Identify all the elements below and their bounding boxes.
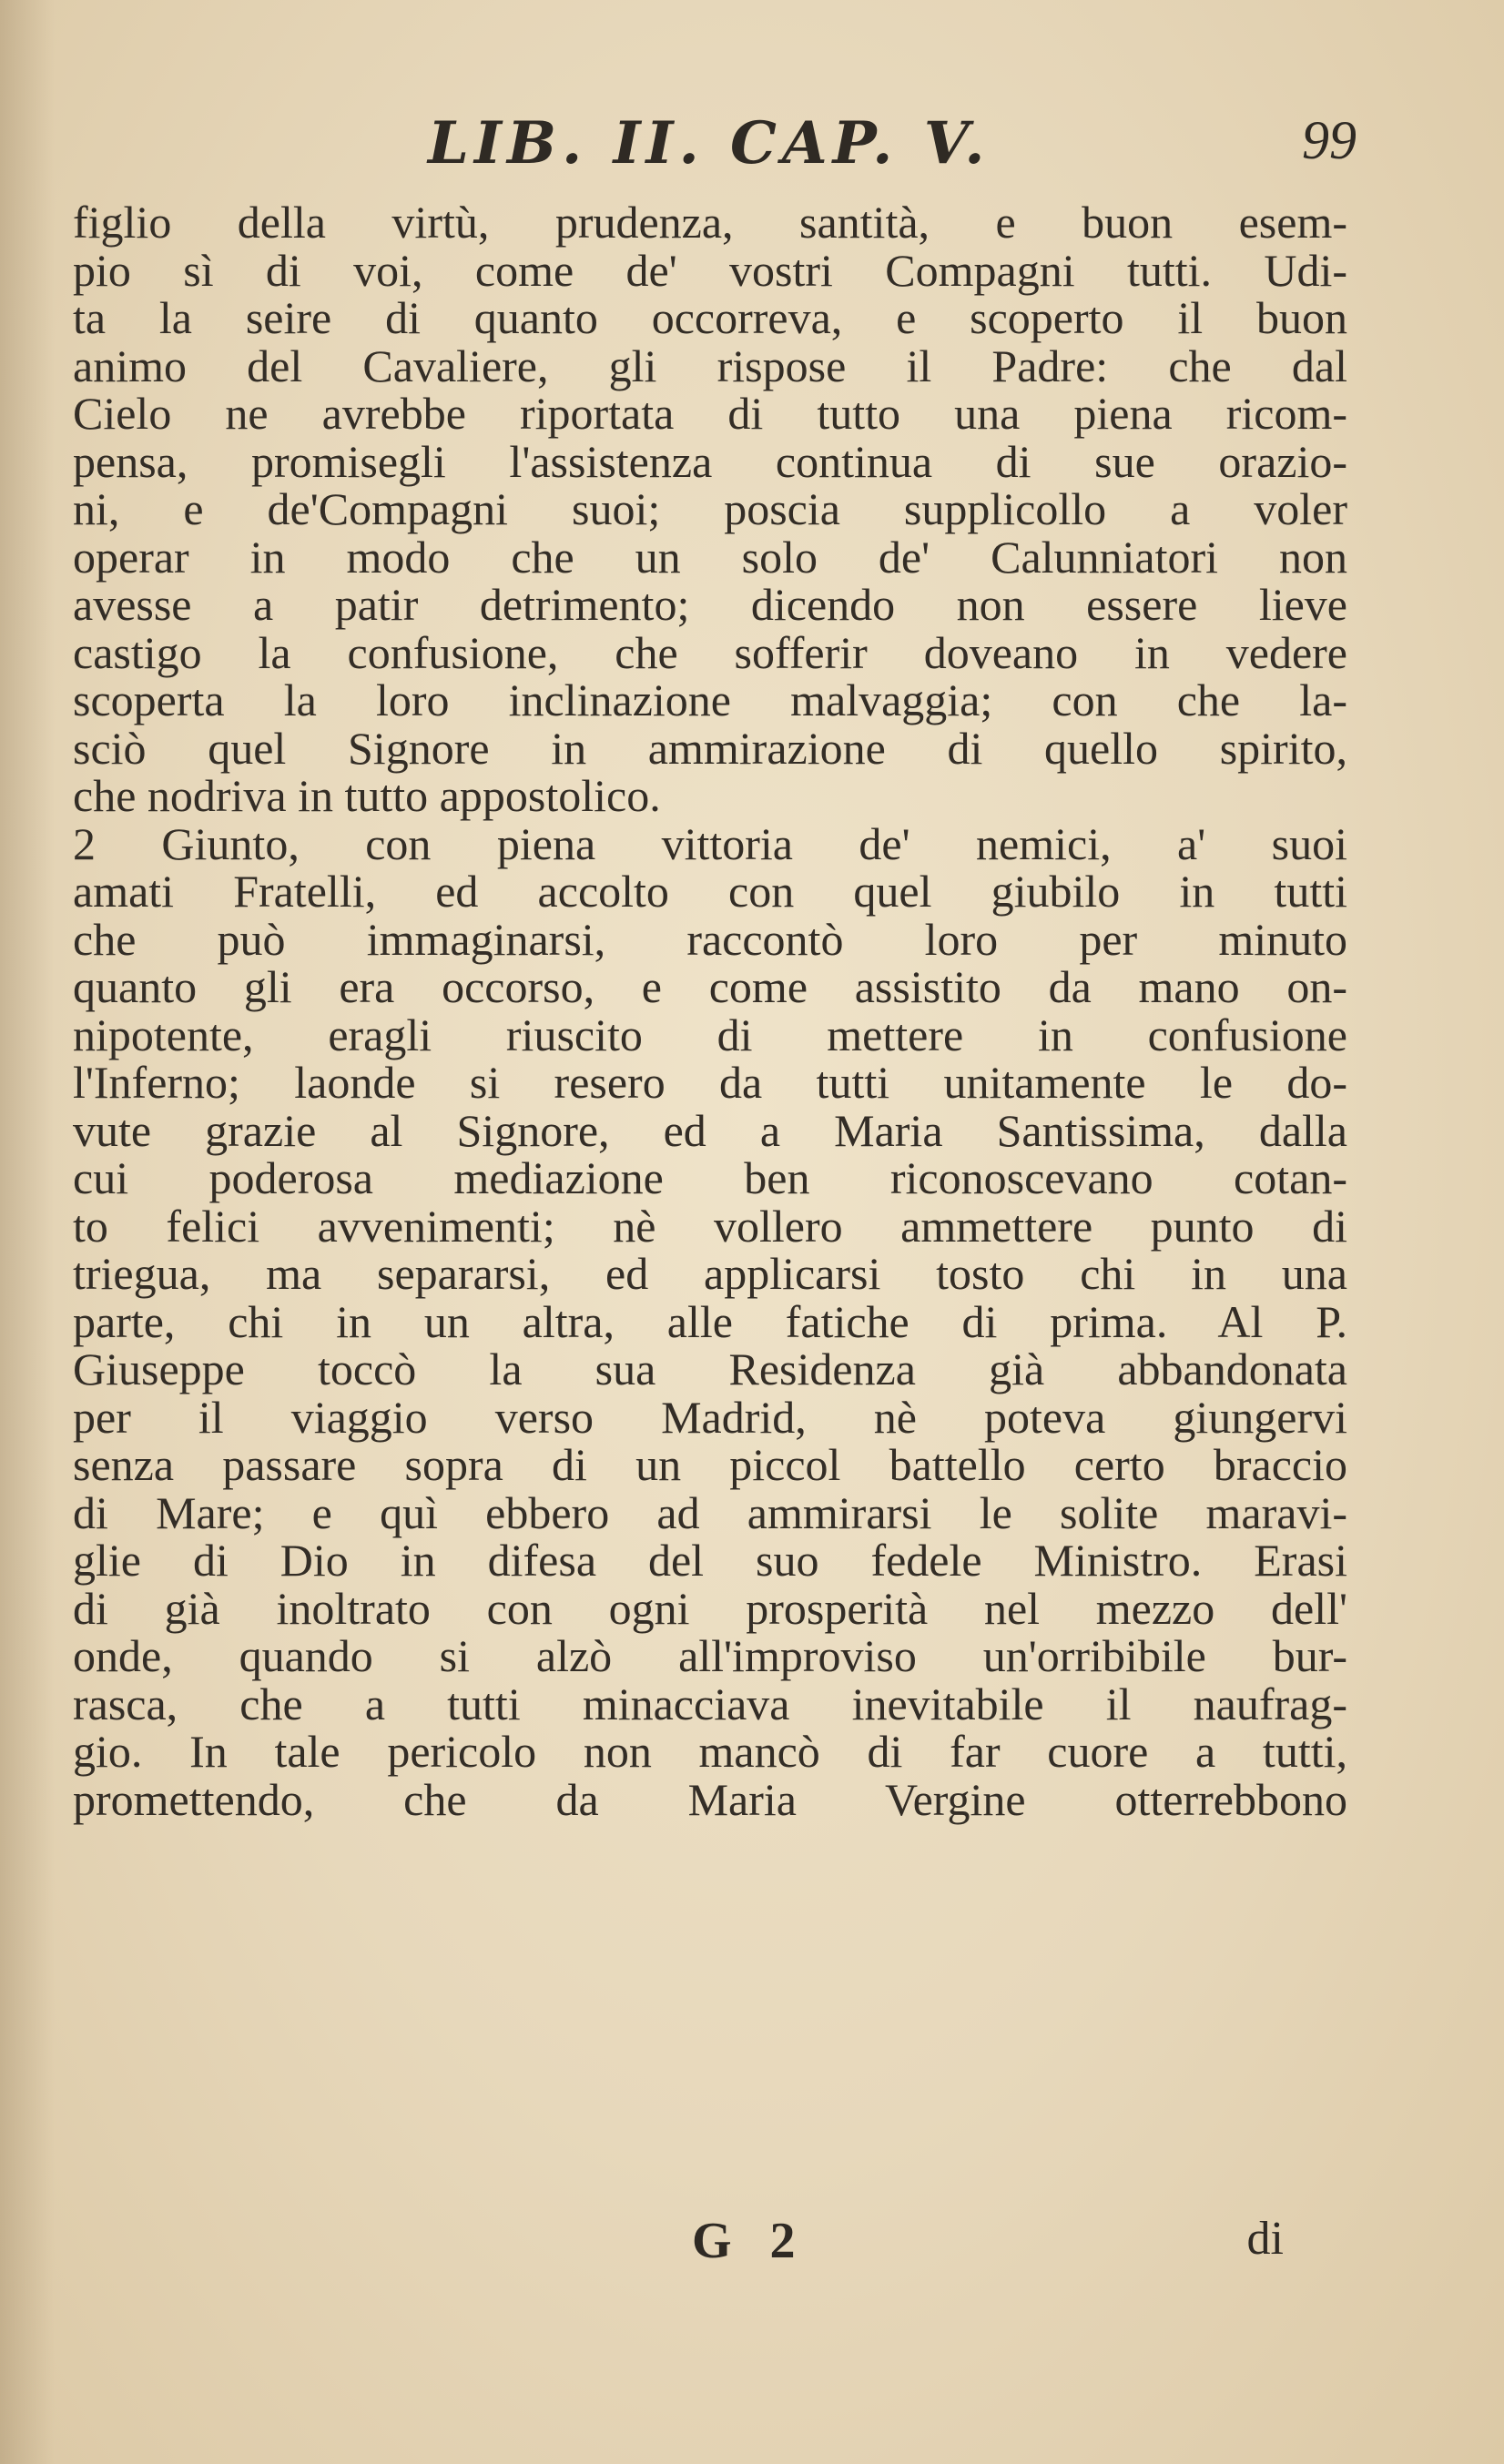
text-line: ni, e de'Compagni suoi; poscia supplicollo a voler [73,483,1347,534]
text-line: amati Fratelli, ed accolto con quel giubilo in tutti [73,866,1347,917]
text-line: Giuseppe toccò la sua Residenza già abbandonata [73,1344,1347,1394]
page-number: 99 [1302,110,1357,170]
page-header [73,109,1357,191]
text-line: to felici avvenimenti; nè vollero ammettere punto di [73,1200,1347,1252]
text-line: senza passare sopra di un piccol battello certo braccio [73,1439,1347,1490]
text-line: Cielo ne avrebbe riportata di tutto una piena ricom- [73,388,1347,439]
text-line: parte, chi in un altra, alle fatiche di prima. Al P. [73,1295,1347,1347]
text-line: castigo la confusione, che sofferir doveano in vedere [73,626,1347,678]
signature-mark: G 2 [692,2213,808,2269]
text-line: cui poderosa mediazione ben riconoscevano cotan- [73,1152,1347,1203]
text-line: di già inoltrato con ogni prosperità nel mezzo dell' [73,1582,1347,1634]
text-line: sciò quel Signore in ammirazione di quello spirito, [73,722,1347,774]
text-line: figlio della virtù, prudenza, santità, e buon esem- [73,197,1347,248]
text-line: gio. In tale pericolo non mancò di far cuore a tutti, [73,1726,1347,1777]
text-line: vute grazie al Signore, ed a Maria Santissima, dalla [73,1104,1347,1156]
running-head: LIB. II. CAP. V. [428,109,991,177]
catchword: di [1246,2213,1284,2265]
spine-shadow [0,0,55,2464]
text-line: ta la seire di quanto occorreva, e scoperto il buon [73,292,1347,343]
text-line: pio sì di voi, come de' vostri Compagni tutti. Udi- [73,244,1347,296]
text-line: di Mare; e quì ebbero ad ammirarsi le solite maravi- [73,1486,1347,1538]
text-line: rasca, che a tutti minacciava inevitabile il naufrag- [73,1678,1347,1729]
text-line: l'Inferno; laonde si resero da tutti unitamente le do- [73,1057,1347,1108]
text-line: che può immaginarsi, raccontò loro per minuto [73,913,1347,965]
text-line: nipotente, eragli riuscito di mettere in confusione [73,1009,1347,1060]
text-line: onde, quando si alzò all'improviso un'orribibile bur- [73,1630,1347,1681]
text-line: animo del Cavaliere, gli rispose il Padre: che dal [73,340,1347,391]
text-line-paragraph-start: 2 Giunto, con piena vittoria de' nemici, a' suoi [73,817,1347,869]
page-footer [73,2212,1347,2276]
text-line: triegua, ma separarsi, ed applicarsi tosto chi in una [73,1248,1347,1299]
text-line: pensa, promisegli l'assistenza continua di sue orazio- [73,435,1347,487]
text-line: scoperta la loro inclinazione malvaggia; con che la- [73,674,1347,725]
text-line: promettendo, che da Maria Vergine otterrebbono [73,1773,1347,1825]
body-text [73,198,1347,1823]
text-line: glie di Dio in difesa del suo fedele Ministro. Erasi [73,1535,1347,1586]
text-line: quanto gli era occorso, e come assistito da mano on- [73,961,1347,1012]
text-line-paragraph-end: che nodriva in tutto appostolico. [73,770,661,821]
text-line: avesse a patir detrimento; dicendo non essere lieve [73,579,1347,630]
text-line: operar in modo che un solo de' Calunniatori non [73,531,1347,583]
text-line: per il viaggio verso Madrid, nè poteva giungervi [73,1391,1347,1443]
